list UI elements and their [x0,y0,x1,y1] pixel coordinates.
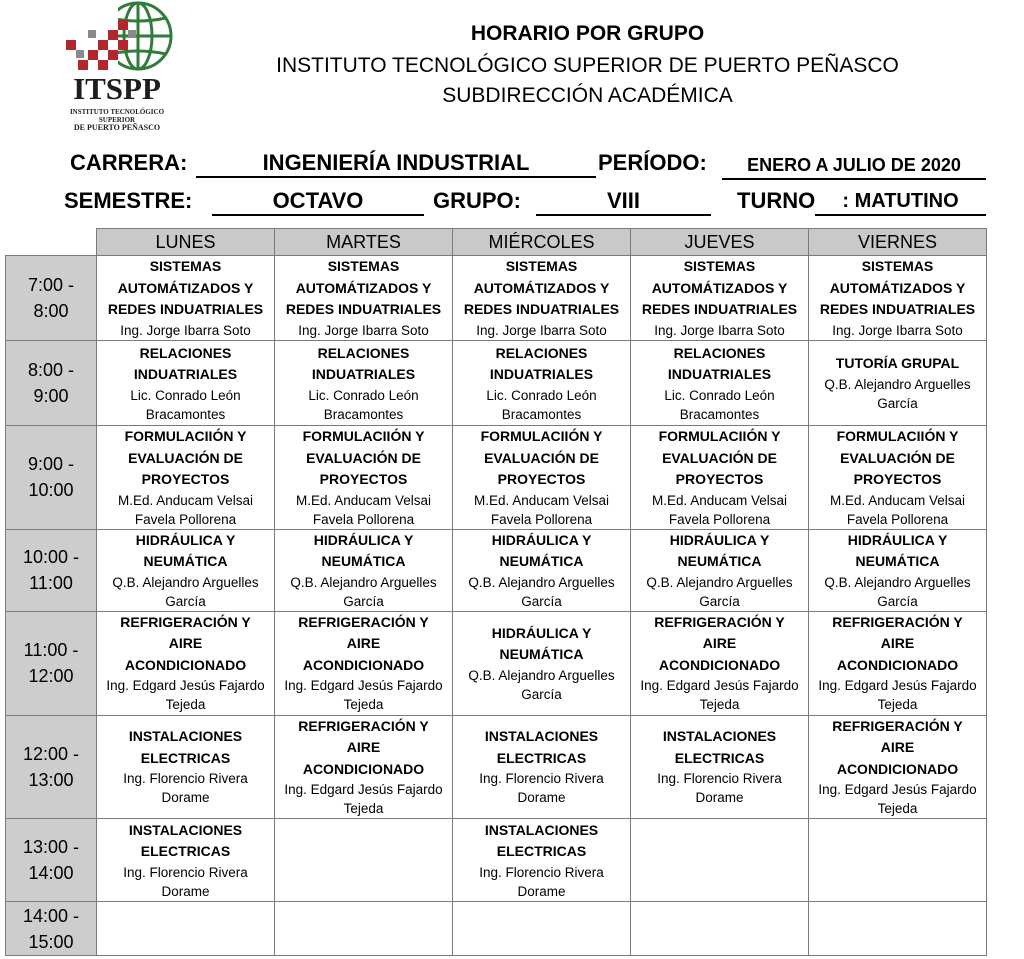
subject-name: INDUATRIALES [667,366,772,382]
subject-name: REFRIGERACIÓN Y [298,717,429,734]
corner-cell [6,229,97,256]
teacher-name: M.Ed. Anducam Velsai [473,492,610,508]
semestre-field [212,188,424,216]
logo-subtitle: INSTITUTO TECNOLÓGICO SUPERIOR DE PUERTO PEÑASCO [69,108,165,132]
class-cell [631,341,809,426]
subject-name: PROYECTOS [497,471,586,487]
class-cell [97,256,275,341]
class-cell [631,902,809,956]
teacher-name: Ing. Florencio Rivera [123,864,248,880]
teacher-name: Ing. Edgard Jesús Fajardo [284,782,443,797]
day-header: MIÉRCOLES [453,229,631,256]
teacher-name: Favela Pollorena [846,511,949,527]
class-cell [97,341,275,426]
teacher-name: Dorame [161,883,210,899]
class-cell [97,902,275,956]
subject-name: ELECTRICAS [496,843,587,859]
class-cell [97,426,275,530]
subject-name: HIDRÁULICA Y [491,624,592,641]
class-cell [809,902,987,956]
subject-name: REDES INDUATRIALES [463,301,620,318]
subject-name: SISTEMAS [861,258,934,275]
class-cell [275,341,453,426]
subject-name: AUTOMÁTIZADOS Y [829,279,966,296]
teacher-name: Bracamontes [679,406,760,422]
teacher-name: Tejeda [877,697,918,713]
logo-wordmark: ITSPP [73,71,161,106]
subject-name: PROYECTOS [675,471,764,487]
page-title: HORARIO POR GRUPO [470,22,705,45]
subject-name: ACONDICIONADO [302,656,425,673]
subject-name: ELECTRICAS [140,843,231,859]
class-cell [809,341,987,426]
class-cell [453,715,631,819]
subject-name: AIRE [702,635,737,652]
subject-name: NEUMÁTICA [321,553,406,569]
teacher-name: García [699,593,740,609]
grupo-value: VIII [536,188,711,216]
subject-name: AIRE [880,635,915,652]
time-cell [6,256,97,341]
subject-name: INDUATRIALES [489,366,594,382]
time-cell [6,819,97,902]
time-cell [6,715,97,819]
subject-name: INDUATRIALES [311,366,416,382]
time-slot-row [6,611,987,715]
teacher-name: Ing. Jorge Ibarra Soto [120,322,251,338]
teacher-name: Lic. Conrado León [486,387,597,403]
teacher-name: Ing. Edgard Jesús Fajardo [818,782,977,797]
teacher-name: Tejeda [343,697,384,713]
time-label: 15:00 [28,931,74,952]
teacher-name: Ing. Florencio Rivera [479,864,604,880]
subject-name: EVALUACIÓN DE [484,449,599,466]
class-cell [809,426,987,530]
subject-name: ELECTRICAS [140,749,231,766]
subject-name: AUTOMÁTIZADOS Y [473,279,610,296]
subject-name: AUTOMÁTIZADOS Y [117,279,254,296]
class-cell [453,529,631,611]
subject-name: RELACIONES [317,344,410,361]
time-label: 8:00 - [27,360,75,380]
class-cell [631,529,809,611]
subject-name: AIRE [880,739,915,755]
subject-name: ACONDICIONADO [836,656,959,673]
teacher-name: Ing. Florencio Rivera [479,771,604,787]
teacher-name: Dorame [517,883,566,899]
time-label: 8:00 [33,301,69,321]
subject-name: REFRIGERACIÓN Y [298,613,429,630]
subject-name: AUTOMÁTIZADOS Y [295,279,432,296]
class-cell [275,902,453,956]
subject-name: INSTALACIONES [128,821,243,838]
subject-name: RELACIONES [139,344,232,361]
teacher-name: García [165,593,206,609]
time-slot-row [6,529,987,611]
teacher-name: Ing. Edgard Jesús Fajardo [818,678,977,694]
time-label: 11:00 - [23,640,79,660]
time-label: 10:00 - [22,547,80,567]
teacher-name: Ing. Edgard Jesús Fajardo [284,678,443,694]
subject-name: FORMULACIIÓN Y [124,428,247,444]
teacher-name: Q.B. Alejandro Arguelles [646,574,793,590]
teacher-name: García [521,593,562,609]
class-cell [453,426,631,530]
periodo-field [722,152,986,180]
subject-name: ELECTRICAS [674,749,765,766]
class-cell [809,819,987,902]
subject-name: REFRIGERACIÓN Y [832,613,963,630]
subject-name: INSTALACIONES [484,728,599,745]
carrera-label: CARRERA: [70,150,188,175]
itspp-logo [58,0,174,130]
grupo-label: GRUPO: [433,188,521,213]
time-cell [6,426,97,530]
subject-name: REDES INDUATRIALES [107,301,264,318]
day-header: LUNES [97,229,275,256]
subject-name: ACONDICIONADO [836,760,959,777]
subject-name: NEUMÁTICA [143,553,228,569]
class-cell [809,611,987,715]
department-name: SUBDIRECCIÓN ACADÉMICA [442,84,733,107]
day-header: VIERNES [809,229,987,256]
carrera-value: INGENIERÍA INDUSTRIAL [196,150,596,178]
class-cell [275,529,453,611]
teacher-name: Lic. Conrado León [308,387,419,403]
class-cell [631,426,809,530]
day-header: MARTES [275,229,453,256]
teacher-name: Q.B. Alejandro Arguelles [824,574,971,590]
subject-name: ACONDICIONADO [302,760,425,777]
semestre-value: OCTAVO [212,188,424,216]
time-label: 12:00 - [22,743,80,764]
carrera-field [196,150,596,178]
teacher-name: Favela Pollorena [490,511,593,527]
subject-name: PROYECTOS [853,471,942,487]
teacher-name: Lic. Conrado León [664,387,775,403]
subject-name: INSTALACIONES [662,728,777,745]
subject-name: REFRIGERACIÓN Y [654,613,785,630]
subject-name: SISTEMAS [505,258,578,275]
class-cell [97,611,275,715]
subject-name: EVALUACIÓN DE [662,449,777,466]
class-cell [275,256,453,341]
teacher-name: Q.B. Alejandro Arguelles [290,574,437,590]
teacher-name: Dorame [517,790,566,806]
subject-name: ACONDICIONADO [124,656,247,673]
time-label: 14:00 [28,863,74,883]
semestre-label: SEMESTRE: [64,188,193,213]
subject-name: SISTEMAS [683,258,756,275]
class-cell [453,611,631,715]
class-cell [809,256,987,341]
grupo-field [536,188,711,216]
schedule-table [5,228,987,956]
subject-name: FORMULACIIÓN Y [836,428,959,444]
subject-name: NEUMÁTICA [855,553,940,569]
subject-name: FORMULACIIÓN Y [480,428,603,444]
class-cell [453,341,631,426]
subject-name: SISTEMAS [327,258,400,275]
subject-name: EVALUACIÓN DE [128,449,243,466]
teacher-name: Q.B. Alejandro Arguelles [112,574,259,590]
class-cell [275,426,453,530]
subject-name: PROYECTOS [141,471,230,487]
subject-name: NEUMÁTICA [499,646,584,662]
teacher-name: García [877,593,918,609]
subject-name: HIDRÁULICA Y [669,531,770,548]
time-label: 11:00 [29,573,73,593]
subject-name: AIRE [168,635,203,652]
class-cell [275,819,453,902]
day-header: JUEVES [631,229,809,256]
class-cell [631,715,809,819]
time-label: 13:00 [28,769,74,790]
class-cell [275,611,453,715]
time-slot-row [6,819,987,902]
subject-name: RELACIONES [495,344,588,361]
teacher-name: Tejeda [343,801,384,816]
subject-name: INSTALACIONES [484,821,599,838]
turno-label: TURNO [737,188,816,213]
teacher-name: Tejeda [877,801,918,816]
subject-name: HIDRÁULICA Y [135,531,236,548]
teacher-name: Ing. Jorge Ibarra Soto [298,322,429,338]
periodo-label: PERÍODO: [598,150,707,175]
teacher-name: Favela Pollorena [668,511,771,527]
time-cell [6,341,97,426]
teacher-name: Lic. Conrado León [130,387,241,403]
time-cell [6,611,97,715]
teacher-name: Ing. Jorge Ibarra Soto [476,322,607,338]
time-cell [6,529,97,611]
subject-name: REFRIGERACIÓN Y [832,717,963,734]
time-slot-row [6,426,987,530]
schedule-body [6,229,987,956]
subject-name: FORMULACIIÓN Y [302,428,425,444]
subject-name: AIRE [346,635,381,652]
subject-name: NEUMÁTICA [499,553,584,569]
subject-name: REDES INDUATRIALES [641,301,798,318]
turno-value: : MATUTINO [815,188,986,216]
subject-name: REDES INDUATRIALES [285,301,442,318]
subject-name: HIDRÁULICA Y [313,531,414,548]
time-label: 9:00 [33,386,69,406]
teacher-name: Q.B. Alejandro Arguelles [468,667,615,683]
subject-name: HIDRÁULICA Y [847,531,948,548]
subject-name: EVALUACIÓN DE [306,449,421,466]
teacher-name: M.Ed. Anducam Velsai [117,492,254,508]
time-label: 7:00 - [27,275,75,295]
time-slot-row [6,256,987,341]
teacher-name: Bracamontes [323,406,404,422]
teacher-name: García [343,593,384,609]
class-cell [97,819,275,902]
teacher-name: Favela Pollorena [312,511,415,527]
subject-name: REFRIGERACIÓN Y [120,613,251,630]
teacher-name: Ing. Edgard Jesús Fajardo [640,678,799,694]
time-label: 9:00 - [27,454,75,475]
time-label: 10:00 [28,480,74,501]
subject-name: INSTALACIONES [128,728,243,745]
class-cell [97,529,275,611]
subject-name: EVALUACIÓN DE [840,449,955,466]
class-cell [453,256,631,341]
class-cell [631,611,809,715]
teacher-name: García [877,395,918,411]
turno-field [815,188,986,216]
subject-name: AIRE [346,739,381,755]
teacher-name: Dorame [161,790,210,806]
teacher-name: M.Ed. Anducam Velsai [829,492,966,508]
subject-name: FORMULACIIÓN Y [658,428,781,444]
time-label: 12:00 [28,666,74,686]
time-cell [6,902,97,956]
class-cell [631,256,809,341]
teacher-name: M.Ed. Anducam Velsai [295,492,432,508]
class-cell [97,715,275,819]
day-header-row [6,229,987,256]
teacher-name: Tejeda [165,697,206,713]
time-slot-row [6,715,987,819]
teacher-name: García [521,686,562,702]
globe-logo-icon [58,0,174,78]
time-label: 13:00 - [22,837,80,857]
teacher-name: Ing. Jorge Ibarra Soto [654,322,785,338]
class-cell [275,715,453,819]
class-cell [631,819,809,902]
subject-name: HIDRÁULICA Y [491,531,592,548]
subject-name: ELECTRICAS [496,749,587,766]
class-cell [809,715,987,819]
teacher-name: Ing. Florencio Rivera [657,771,782,787]
teacher-name: Ing. Edgard Jesús Fajardo [106,678,265,694]
teacher-name: Bracamontes [145,406,226,422]
subject-name: TUTORÍA GRUPAL [835,355,960,372]
institute-name: INSTITUTO TECNOLÓGICO SUPERIOR DE PUERTO PEÑASCO [276,54,899,77]
teacher-name: M.Ed. Anducam Velsai [651,492,788,508]
teacher-name: Tejeda [699,697,740,713]
time-slot-row [6,341,987,426]
subject-name: SISTEMAS [149,258,222,275]
class-cell [453,819,631,902]
teacher-name: Ing. Florencio Rivera [123,771,248,787]
time-slot-row [6,902,987,956]
subject-name: RELACIONES [673,344,766,361]
teacher-name: Dorame [695,790,744,806]
time-label: 14:00 - [22,905,80,926]
teacher-name: Q.B. Alejandro Arguelles [468,574,615,590]
subject-name: ACONDICIONADO [658,656,781,673]
teacher-name: Bracamontes [501,406,582,422]
subject-name: AUTOMÁTIZADOS Y [651,279,788,296]
teacher-name: Ing. Jorge Ibarra Soto [832,322,963,338]
class-cell [453,902,631,956]
subject-name: PROYECTOS [319,471,408,487]
subject-name: INDUATRIALES [133,366,238,382]
subject-name: NEUMÁTICA [677,553,762,569]
teacher-name: Favela Pollorena [134,511,237,527]
class-cell [809,529,987,611]
periodo-value: ENERO A JULIO DE 2020 [722,152,986,180]
teacher-name: Q.B. Alejandro Arguelles [824,376,971,392]
subject-name: REDES INDUATRIALES [819,301,976,318]
